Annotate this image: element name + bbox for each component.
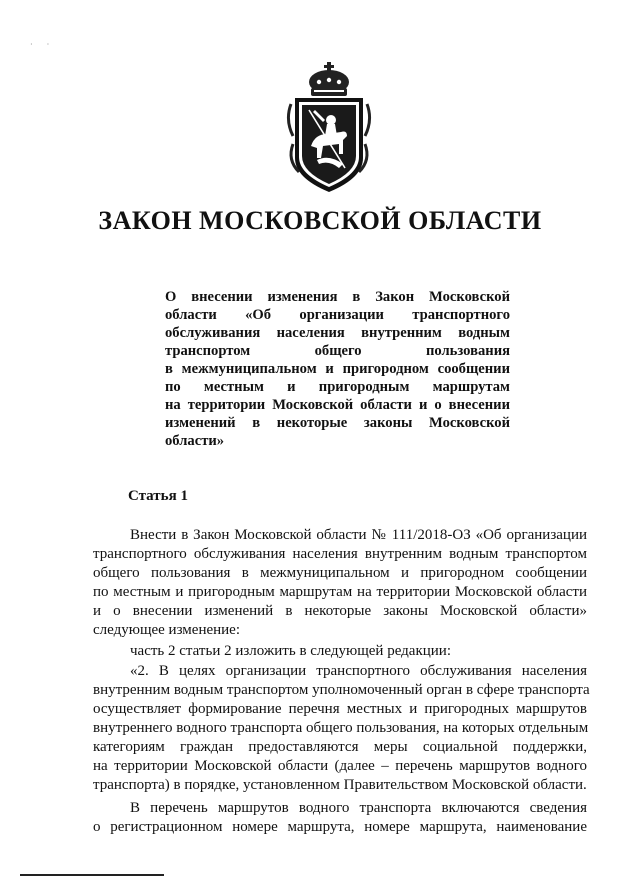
subject-line: обслуживания населения внутренним водным: [165, 325, 510, 341]
paragraph-line: на территории Московской области (далее – перечень маршрутов водного: [93, 758, 587, 774]
article-heading: Статья 1: [128, 488, 188, 504]
subject-line: в межмуниципальном и пригородном сообщении: [165, 361, 510, 377]
paragraph-line: общего пользования в межмуниципальном и пригородном сообщении: [93, 565, 587, 581]
subject-line: транспортом общего пользования: [165, 343, 510, 359]
paragraph-3: [93, 662, 590, 795]
paragraph-line: осуществляет формирование перечня местных и пригородных маршрутов: [93, 701, 587, 717]
paragraph-line: внутреннего водного транспорта общего пользования, на которых отдельным: [93, 720, 589, 736]
law-subject: [165, 288, 510, 450]
paragraph-line: и о внесении изменений в некоторые законы Московской области»: [93, 603, 587, 619]
paragraph-line: часть 2 статьи 2 изложить в следующей редакции:: [130, 643, 451, 659]
paragraph-line: следующее изменение:: [93, 622, 241, 638]
subject-line: по местным и пригородным маршрутам: [165, 379, 510, 395]
paragraph-line: категориям граждан предоставляются меры социальной поддержки,: [93, 739, 587, 755]
document-title: ЗАКОН МОСКОВСКОЙ ОБЛАСТИ: [98, 206, 542, 235]
paragraph-line: Внести в Закон Московской области № 111/2018-ОЗ «Об организации: [130, 527, 587, 543]
moscow-oblast-coat-of-arms-icon: [281, 60, 377, 196]
subject-line: О внесении изменения в Закон Московской: [165, 289, 510, 305]
paragraph-4: [93, 799, 587, 837]
paragraph-line: внутренним водным транспортом уполномоченный орган в сфере транспорта: [93, 682, 590, 698]
paragraph-line: транспорта) в порядке, установленном Правительством Московской области.: [93, 777, 587, 793]
subject-line: изменений в некоторые законы Московской: [165, 415, 510, 431]
paragraph-line: о регистрационном номере маршрута, номере маршрута, наименование: [93, 819, 587, 835]
paragraph-line: по местным и пригородным маршрутам на территории Московской области: [93, 584, 587, 600]
paragraph-1: [93, 526, 587, 640]
scan-specks: · ·: [30, 40, 56, 49]
footer-divider: [20, 874, 164, 876]
subject-line: области»: [165, 433, 225, 449]
subject-line: на территории Московской области и о внесении: [165, 397, 510, 413]
paragraph-line: транспортного обслуживания населения внутренним водным транспортом: [93, 546, 587, 562]
paragraph-line: «2. В целях организации транспортного обслуживания населения: [130, 663, 587, 679]
paragraph-line: В перечень маршрутов водного транспорта включаются сведения: [130, 800, 587, 816]
paragraph-2: [93, 642, 587, 661]
subject-line: области «Об организации транспортного: [165, 307, 510, 323]
